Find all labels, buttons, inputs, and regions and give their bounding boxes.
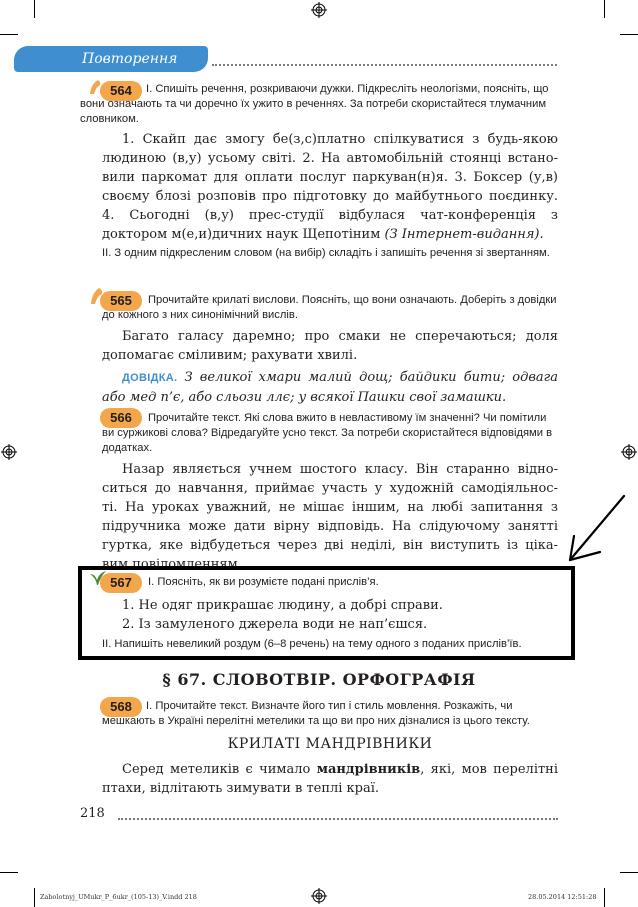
text-line: гуртка, яке відбудеться через дві неділі, він виступить із ціка- [102,538,558,553]
exercise-number-badge: 566 [100,408,142,428]
crop-mark [620,872,638,873]
source-citation: (З Інтернет-видання). [384,227,544,242]
text-line: ситься до навчання, приймає участь у художній самодіяльнос- [102,481,558,496]
exercise-task: I. Поясніть, як ви розумієте подані прислів’я. [148,576,379,588]
text-fragment: , які, мов перелітні [420,762,558,777]
annotation-arrow-icon [560,494,630,572]
crop-mark [34,0,35,18]
exercise-task: I. Спишіть речення, розкриваючи дужки. Підкресліть неологізми, поясніть, що вони означають та чи доречно їх ужито в реченнях. За потреби скористайтеся тлумачним словником. [80,83,549,125]
bold-word: мандрівників [316,762,421,777]
text-line: підручника може дати вірну відповідь. На слідуючому занятті [102,519,558,534]
print-file-name: Zabolotnyj_UMukr_P_6ukr_(105-13)_V.indd 218 [40,893,197,901]
crop-mark [34,888,35,907]
page-number: 218 [80,806,105,821]
section-heading: § 67. СЛОВОТВІР. ОРФОГРАФІЯ [162,670,476,689]
text-line: Назар являється учнем шостого класу. Він старанно відно- [122,462,558,477]
text-line [102,206,558,244]
exercise-number-badge: 564 [100,81,142,101]
print-timestamp: 28.05.2014 12:51:28 [528,893,597,901]
crop-mark [620,34,638,35]
exercise-task: II. З одним підкресленим словом (на вибір) складіть і запишіть речення зі звертанням. [102,247,550,259]
crop-mark [0,872,18,873]
exercise-number-badge: 568 [100,697,142,717]
exercise-text [102,327,558,365]
dovidka-text: З великої хмари малий дощ; байдики бити; одвага [184,370,558,385]
registration-mark-icon [311,888,327,904]
text-line: Багато галасу даремно; про смаки не сперечаються; доля [122,329,558,344]
text-fragment: 4. Сьогодні (в,у) прес-студії відбулася чат-конференція з доктором м(е,и)дичних наук Щепотіним [102,208,558,242]
crop-mark [0,34,18,35]
text-line: допомагає сміливим; рахувати хвилі. [102,348,358,363]
exercise-number-badge: 565 [100,291,142,311]
proverb-list [122,596,562,634]
text-line [102,760,558,779]
exercise-text [102,460,558,574]
crop-mark [604,888,605,907]
registration-mark-icon [1,444,17,460]
exercise-task: Прочитайте крилаті вислови. Поясніть, що вони означають. Доберіть з довідки до кожного з них синонімічний вислів. [102,294,557,321]
dovidka-label: ДОВІДКА. [122,372,178,384]
exercise-text [102,760,558,798]
exercise-text [102,130,558,244]
text-fragment: Серед метеликів є чимало [122,762,311,777]
text-line: своєму блозі розповів про підготовку до майбутнього поєдинку. [102,189,558,204]
proverb: 1. Не одяг прикрашає людину, а добрі справи. [122,598,443,613]
section-tab: Повторення [14,46,208,72]
exercise-task: I. Прочитайте текст. Визначте його тип і стиль мовлення. Розкажіть, чи мешкають в Україні перелітні метелики та що ви про них дізналися із цього тексту. [102,700,530,727]
exercise-task: Прочитайте текст. Які слова вжито в невластивому їм значенні? Чи помітили ви суржикові слова? Відредагуйте усно текст. За потреби скористайтеся відповідями в додатках. [102,412,553,454]
text-line: вили паркомат для оплати послуг паркуван(н)я. 3. Боксер (у,в) [102,170,558,185]
dovidka-line: або мед п’є, або сльози ллє; у всякої Пашки свої замашки. [102,390,507,405]
text-line: птахи, відлітають зимувати в теплі краї. [102,781,380,796]
dovidka-block [102,368,558,407]
dovidka-line [102,368,558,388]
registration-mark-icon [311,2,327,18]
text-line: людиною (в,у) усьому світі. 2. На автомобільній стоянці встано- [102,151,558,166]
exercise-number-badge: 567 [100,573,142,593]
registration-mark-icon [621,444,637,460]
text-line: вим повідомленням. [102,557,242,572]
footer-divider [118,818,558,820]
text-line: ті. На уроках уважний, не мішає іншим, на любі запитання з [102,500,558,515]
proverb: 2. Із замуленого джерела води не нап’єшся. [122,617,428,632]
text-line: 1. Скайп дає змогу бе(з,с)платно спілкуватися з будь-якою [122,132,558,147]
text-title: КРИЛАТІ МАНДРІВНИКИ [227,736,433,752]
exercise-task: II. Напишіть невеликий роздум (6–8 речень) на тему одного з поданих прислів’їв. [102,638,522,650]
crop-mark [604,0,605,18]
header-divider [212,64,557,66]
